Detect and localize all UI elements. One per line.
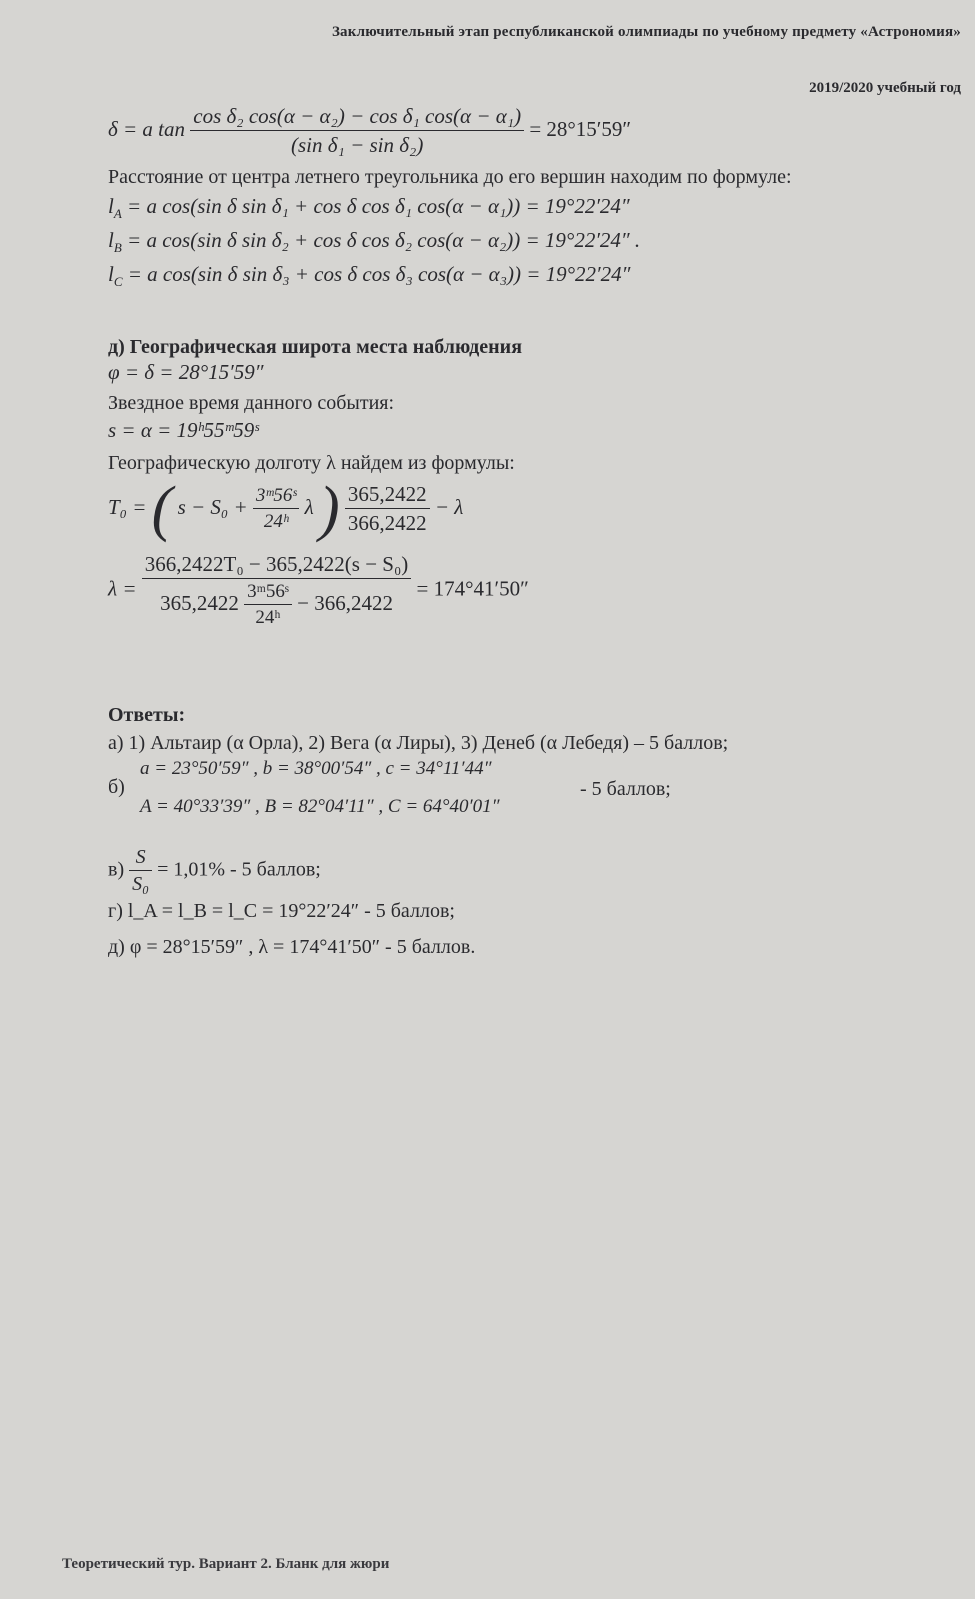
answer-a: а) 1) Альтаир (α Орла), 2) Вега (α Лиры), 3) Денеб (α Лебедя) – 5 баллов; [108,732,729,754]
phi-equation: φ = δ = 28°15′59″ [108,360,264,384]
lambda-text: Географическую долготу λ найдем из формулы: [108,452,515,474]
delta-formula [108,104,631,158]
delta-lhs: δ = a tan [108,116,186,141]
answer-v-frac-top: S [129,846,152,871]
answer-b-points: - 5 баллов; [580,778,671,800]
answers-title: Ответы: [108,704,186,726]
delta-denominator: (sin δ₁ − sin δ₂) [291,133,424,157]
lB-expression: = a cos(sin δ sin δ₂ + cos δ cos δ₂ cos(α − α₂)) = 19°22′24″ . [127,228,641,252]
lambda-denominator [142,579,412,629]
lambda-numerator: 366,2422T₀ − 365,2422(s − S₀) [142,552,412,579]
T0-lambda: λ [304,494,314,519]
T0-tail: − λ [434,494,464,519]
delta-result: = 28°15′59″ [529,116,632,141]
T0-frac2 [345,482,430,536]
answer-v-frac [129,846,152,896]
distance-text: Расстояние от центра летнего треугольника до его вершин находим по формуле: [108,166,792,188]
T0-lhs: T₀ = [108,494,147,519]
answer-g: г) l_A = l_B = l_C = 19°22′24″ - 5 баллов; [108,900,455,922]
lambda-den-frac-bot: 24ʰ [255,607,281,628]
lambda-lhs: λ = [108,576,137,601]
right-paren: ) [318,475,340,543]
T0-formula [108,475,464,543]
lambda-den-a: 365,2422 [160,590,239,615]
lA-formula: $l_A = a$ cos(sin δ sin δ₁ + cos δ cos δ₁ cos(α − α₁)) = 19°22′24″ [108,194,630,222]
T0-frac-top: 3ᵐ56ˢ [253,485,299,509]
footer-text: Теоретический тур. Вариант 2. Бланк для жюри [62,1556,390,1572]
lambda-den-b: − 366,2422 [297,590,393,615]
lambda-result: = 174°41′50″ [416,576,529,601]
lambda-formula [108,552,529,629]
header-year: 2019/2020 учебный год [809,80,961,96]
lambda-den-frac-top: 3ᵐ56ˢ [244,581,292,605]
answer-v-label: в) [108,858,125,881]
lA-expression: = a cos(sin δ sin δ₁ + cos δ cos δ₁ cos(α − α₁)) = 19°22′24″ [127,194,630,218]
T0-frac [253,485,299,533]
lC-expression: = a cos(sin δ sin δ₃ + cos δ cos δ₃ cos(α − α₃)) = 19°22′24″ [127,262,631,286]
T0-frac2-bot: 366,2422 [347,511,427,535]
left-paren: ( [151,475,173,543]
s-equation: s = α = 19ʰ55ᵐ59ˢ [108,418,259,442]
lambda-fraction [142,552,412,629]
lB-formula: $l_B = a$ cos(sin δ sin δ₂ + cos δ cos δ₂ cos(α − α₂)) = 19°22′24″ . [108,228,641,256]
sidereal-text: Звездное время данного события: [108,392,395,414]
answer-v-value: = 1,01% - 5 баллов; [157,858,321,881]
answer-v [108,846,321,896]
answer-b-label: б) [108,776,125,798]
delta-fraction [190,104,524,158]
lambda-den-frac [244,581,292,629]
answer-v-frac-bot: S₀ [132,873,150,895]
T0-inner: s − S₀ + [177,494,248,519]
lC-formula: $l_C = a$ cos(sin δ sin δ₃ + cos δ cos δ₃ cos(α − α₃)) = 19°22′24″ [108,262,631,290]
T0-frac-bot: 24ʰ [263,511,289,532]
delta-numerator: cos δ₂ cos(α − α₂) − cos δ₁ cos(α − α₁) [190,104,524,131]
header-title: Заключительный этап республиканской олимпиады по учебному предмету «Астрономия» [331,24,961,40]
T0-frac2-top: 365,2422 [345,482,430,509]
answer-b-line1: a = 23°50′59″ , b = 38°00′54″ , c = 34°11′44″ [140,758,492,779]
part-d-title: д) Географическая широта места наблюдения [108,336,523,358]
answer-d: д) φ = 28°15′59″ , λ = 174°41′50″ - 5 баллов. [108,936,476,958]
answer-b-line2: A = 40°33′39″ , B = 82°04′11″ , C = 64°40′01″ [140,796,500,817]
